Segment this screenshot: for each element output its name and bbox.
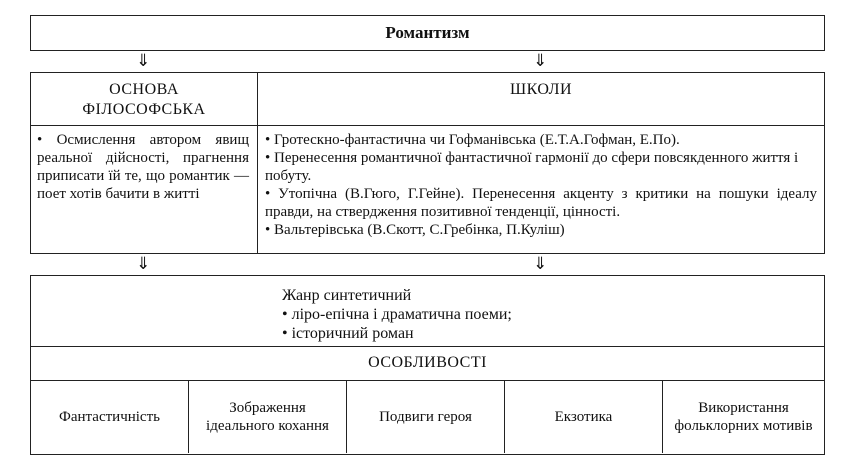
features-header: ОСОБЛИВОСТІ [368, 354, 487, 371]
feature-cell: Фантастичність [31, 381, 189, 453]
feature-cell: Використання фольклорних мотивів [674, 400, 813, 434]
diagram-title: Романтизм [385, 23, 470, 42]
school-item: • Перенесення романтичної фантастичної гармонії до сфери повсякденного життя і побуту. [265, 150, 799, 184]
header-philosophy-line2: ФІЛОСОФСЬКА [82, 101, 206, 118]
school-item: • Утопічна (В.Гюго, Г.Гейне). Перенесення акценту з критики на пошуки ідеалу правди, на ствердження позитивної тенденції, цінності. [265, 186, 817, 220]
down-arrow-icon: ⇓ [533, 51, 548, 71]
down-arrow-icon: ⇓ [136, 51, 151, 71]
down-arrow-icon: ⇓ [136, 254, 151, 274]
down-arrow-icon: ⇓ [533, 254, 548, 274]
features-row [31, 0, 824, 474]
feature-cell: Екзотика [505, 381, 663, 453]
philosophy-text: • Осмислення автором явищ реальної дійсності, прагнення приписати їй те, що романтик — поет хотів бачити в житті [37, 132, 249, 202]
school-item: • Вальтерівська (В.Скотт, С.Гребінка, П.Куліш) [265, 222, 565, 238]
header-philosophy-line1: ОСНОВА [109, 81, 179, 98]
header-schools: ШКОЛИ [509, 81, 573, 98]
school-item: • Гротескно-фантастична чи Гофманівська (Е.Т.А.Гофман, Е.По). [265, 132, 680, 148]
genre-item: • ліро-епічна і драматична поеми; [282, 306, 512, 323]
feature-cell: Зображення ідеального кохання [189, 381, 347, 453]
feature-cell: Подвиги героя [347, 381, 505, 453]
genre-title: Жанр синтетичний [282, 287, 412, 304]
genre-item: • історичний роман [282, 325, 414, 342]
